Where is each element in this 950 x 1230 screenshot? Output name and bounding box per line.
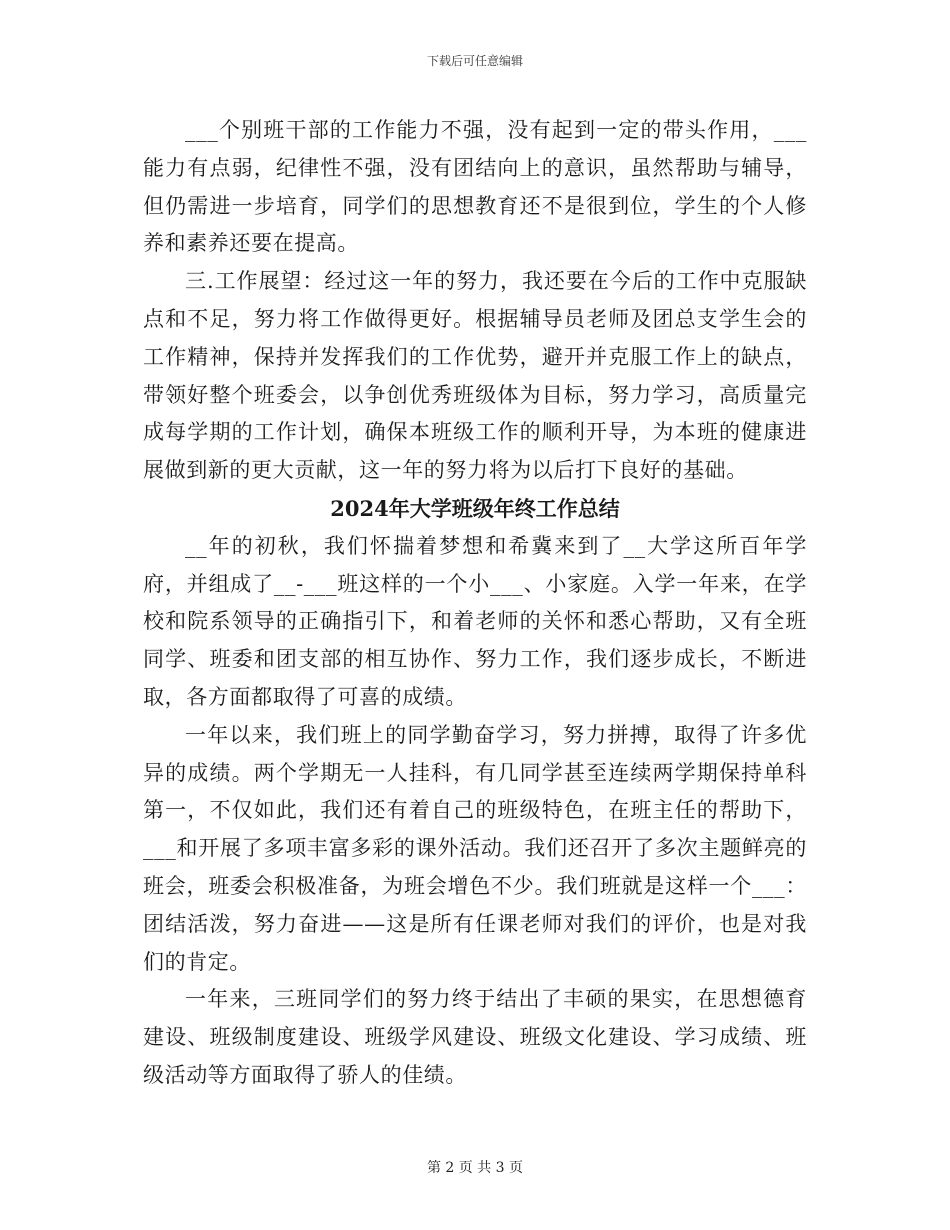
paragraph-work-outlook: 三.工作展望：经过这一年的努力，我还要在今后的工作中克服缺点和不足，努力将工作做得更好。根据辅导员老师及团总支学生会的工作精神，保持并发挥我们的工作优势，避开并克服工作上的缺点，带领好整个班委会，以争创优秀班级体为目标，努力学习，高质量完成每学期的工作计划，确保本班级工作的顺利开导，为本班的健康进展做到新的更大贡献，这一年的努力将为以后打下良好的基础。: [143, 269, 807, 483]
paragraph-weaknesses: ___个别班干部的工作能力不强，没有起到一定的带头作用，___能力有点弱，纪律性不强，没有团结向上的意识，虽然帮助与辅导，但仍需进一步培育，同学们的思想教育还不是很到位，学生的个人修养和素养还要在提高。: [143, 118, 807, 256]
section-title: 2024年大学班级年终工作总结: [330, 495, 620, 521]
document-body: [143, 112, 807, 1095]
paragraph-study-achievements: 一年以来，我们班上的同学勤奋学习，努力拼搏，取得了许多优异的成绩。两个学期无一人挂科，有几同学甚至连续两学期保持单科第一，不仅如此，我们还有着自己的班级特色，在班主任的帮助下，___和开展了多项丰富多彩的课外活动。我们还召开了多次主题鲜亮的班会，班委会积极准备，为班会增色不少。我们班就是这样一个___：团结活泼，努力奋进——这是所有任课老师对我们的评价，也是对我们的肯定。: [143, 722, 807, 974]
page-indicator: 第 2 页 共 3 页: [426, 1160, 524, 1176]
header-note: 下载后可任意编辑: [426, 54, 523, 68]
paragraph-introduction: __年的初秋，我们怀揣着梦想和希冀来到了__大学这所百年学府，并组成了__-___班这样的一个小___、小家庭。入学一年来，在学校和院系领导的正确指引下，和着老师的关怀和悉心帮助，又有全班同学、班委和团支部的相互协作、努力工作，我们逐步成长，不断进取，各方面都取得了可喜的成绩。: [143, 533, 807, 709]
paragraph-results: 一年来，三班同学们的努力终于结出了丰硕的果实，在思想德育建设、班级制度建设、班级学风建设、班级文化建设、学习成绩、班级活动等方面取得了骄人的佳绩。: [143, 987, 807, 1087]
